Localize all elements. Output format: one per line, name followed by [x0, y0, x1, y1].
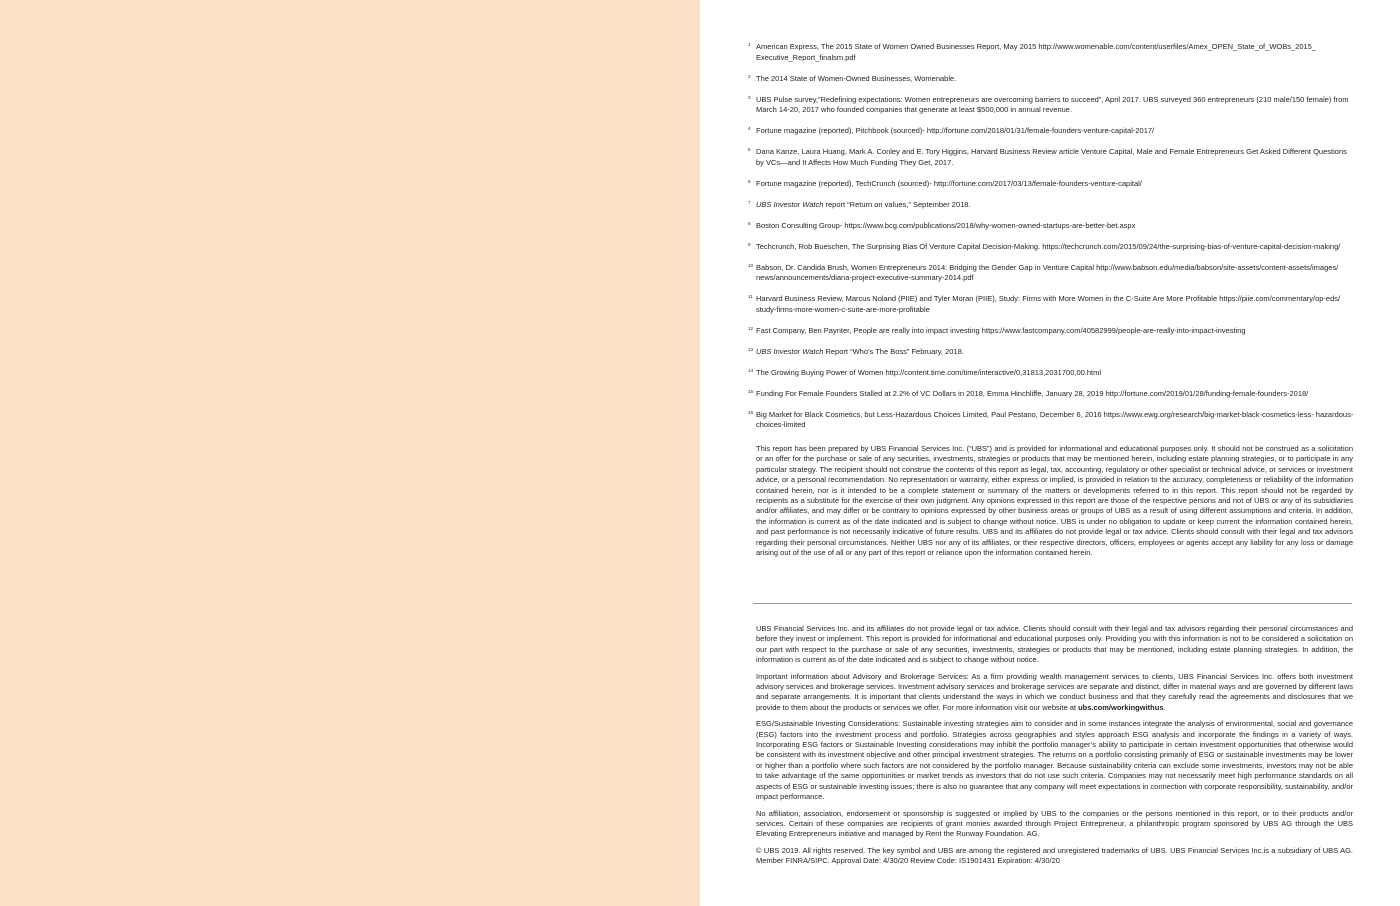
endnote-body: The Growing Buying Power of Women http://content.time.com/time/interactive/0,31813,2031700,00.html — [756, 367, 1102, 377]
endnote-number: 10 — [748, 262, 754, 268]
endnote-body: Dana Kanze, Laura Huang, Mark A. Conley and E. Tory Higgins, Harvard Business Review article Venture Capital, Male and Female Entrepreneurs Get Asked Different Questions by VCs—and It Affects How Much Funding They Get, 2017. — [756, 147, 1347, 167]
advisory-brokerage-paragraph — [756, 672, 1353, 714]
endnote-text — [756, 326, 1354, 337]
endnote-4 — [748, 126, 1354, 137]
endnote-body: Big Market for Black Cosmetics, but Less-Hazardous Choices Limited, Paul Pestano, December 6, 2016 https://www.ewg.org/research/big-market-black-cosmetics-less- hazardous-choices-limited — [756, 409, 1354, 429]
endnote-body: Funding For Female Founders Stalled at 2.2% of VC Dollars in 2018, Emma Hinchliffe, January 28, 2019 http://fortune.com/2019/01/28/funding-female-founders-2018/ — [756, 388, 1309, 398]
endnote-10 — [748, 263, 1354, 284]
esg-considerations-paragraph: ESG/Sustainable Investing Considerations: Sustainable investing strategies aim to consider and in some instances integrate the analysis of environmental, social and governance (ESG) factors into the investment process and portfolio. Strategies across geographies and styles approach ESG analysis and incorporate the findings in a variety of ways. Incorporating ESG factors or Sustainable Investing considerations may inhibit the portfolio manager’s ability to participate in certain investment opportunities that otherwise would be consistent with its investment objective and other principal investment strategies. The returns on a portfolio consisting primarily of ESG or sustainable investments may be lower or higher than a portfolio where such factors are not considered by the portfolio manager. Because sustainability criteria can exclude some investments, investors may not be able to take advantage of the same opportunities or market trends as investors that do not use such criteria. Companies may not necessarily meet high performance standards on all aspects of ESG or sustainable investing issues; there is also no guarantee that any company will meet expectations in connection with corporate responsibility, sustainability, and/or impact performance. — [756, 719, 1353, 802]
endnote-number: 13 — [748, 346, 754, 352]
endnote-number: 12 — [748, 325, 754, 331]
endnote-body: The 2014 State of Women-Owned Businesses, Womenable. — [756, 73, 957, 83]
endnote-number: 3 — [748, 94, 751, 100]
section-divider — [753, 603, 1352, 604]
legal-tax-advice-paragraph: UBS Financial Services Inc. and its affiliates do not provide legal or tax advice. Clients should consult with their legal and tax advisors regarding their personal circumstances and before they invest or implement. This report is provided for informational and educational purposes only. Providing you with this information is not to be considered a solicitation on our part with respect to the purchase or sale of any securities, investments, strategies or products that may be mentioned, including estate planning strategies. In addition, the information is current as of the date indicated and is subject to change without notice. — [756, 624, 1353, 665]
endnote-8 — [748, 221, 1354, 232]
endnote-text — [756, 95, 1354, 116]
endnote-13 — [748, 347, 1354, 358]
no-affiliation-paragraph: No affiliation, association, endorsement or sponsorship is suggested or implied by UBS to the companies or the persons mentioned in this report, or to their products and/or services. Certain of these companies are recipients of grant monies awarded through Project Entrepreneur, a philanthropic program sponsored by UBS AG through the UBS Elevating Entrepreneurs initiative and managed by Rent the Runway Foundation. AG. — [756, 808, 1353, 839]
endnote-body: Babson, Dr. Candida Brush, Women Entrepreneurs 2014: Bridging the Gender Gap in Venture Capital http://www.babson.edu/media/babson/site-assets/content-assets/images/ news/announcements/diana-project-executive-summary-2014.pdf — [756, 262, 1339, 282]
endnote-16 — [748, 410, 1354, 431]
endnote-number: 8 — [748, 220, 751, 226]
endnote-italic-title: UBS Investor Watch — [756, 199, 824, 209]
endnote-6 — [748, 179, 1354, 190]
endnote-1 — [748, 42, 1354, 63]
endnote-text — [756, 179, 1354, 190]
endnote-text — [756, 221, 1354, 232]
endnote-14 — [748, 368, 1354, 379]
endnote-number: 16 — [748, 409, 754, 415]
legal-disclosures — [756, 624, 1353, 873]
endnote-body: Boston Consulting Group- https://www.bcg.com/publications/2018/why-women-owned-startups-are-better-bet.aspx — [756, 220, 1136, 230]
endnote-number: 7 — [748, 199, 751, 205]
endnote-body: Fast Company, Ben Paynter, People are really into impact investing https://www.fastcompany.com/40582999/people-are-really-into-impact-investing — [756, 325, 1246, 335]
endnote-text — [756, 200, 1354, 211]
endnote-number: 11 — [748, 294, 753, 299]
endnote-15 — [748, 389, 1354, 400]
disclaimer-paragraph: This report has been prepared by UBS Financial Services Inc. (“UBS”) and is provided for informational and educational purposes only. It should not be construed as a solicitation or an offer for the purchase or sale of any securities, investments, strategies or products that may be mentioned herein, including estate planning strategies, or to participate in any particular strategy. The recipient should not construe the contents of this report as legal, tax, accounting, regulatory or other specialist or technical advice, or services or investment advice, or a personal recommendation. No representation or warranty, either express or implied, is provided in relation to the accuracy, completeness or reliability of the information contained herein, nor is it intended to be a complete statement or summary of the matters or developments referred to in this report. This report should not be regarded by recipients as a substitute for the exercise of their own judgment. Any opinions expressed in this report are those of the respective persons and not of UBS or any of its subsidiaries and/or affiliates, and may differ or be contrary to opinions expressed by other business areas or groups of UBS as a result of using different assumptions and criteria. In addition, the information is current as of the date indicated and is subject to change without notice. UBS is under no obligation to update or keep current the information contained herein, and past performance is not necessarily indicative of future results. UBS and its affiliates do not provide legal or tax advice. Clients should consult with their legal and tax advisors regarding their personal circumstances. Neither UBS nor any of its affiliates, or their respective directors, officers, employees or agents accept any liability for any loss or damage arising out of the use of all or any part of this report or reliance upon the information contained herein. — [756, 444, 1353, 558]
endnote-italic-title: UBS Investor Watch — [756, 346, 824, 356]
endnote-2 — [748, 74, 1354, 85]
endnote-text — [756, 410, 1354, 431]
endnote-11 — [748, 294, 1354, 315]
endnote-text — [756, 347, 1354, 358]
endnote-number: 2 — [748, 73, 751, 79]
endnote-text — [756, 42, 1354, 63]
endnote-text — [756, 368, 1354, 379]
advisory-brokerage-text: Important information about Advisory and Brokerage Services: As a firm providing wealth management services to clients, UBS Financial Services Inc. offers both investment advisory services and brokerage services. Investment advisory services and brokerage services are separate and distinct, differ in material ways and are governed by different laws and separate arrangements. It is important that clients understand the ways in which we conduct business and that they carefully read the agreements and disclosures that we provide to them about the products or services we offer. For more information visit our website at — [756, 671, 1353, 712]
working-with-us-link[interactable]: ubs.com/workingwithus — [1078, 702, 1164, 712]
endnote-body: Fortune magazine (reported), TechCrunch (sourced)- http://fortune.com/2017/03/13/female-founders-venture-capital/ — [756, 178, 1142, 188]
endnote-body: Fortune magazine (reported), Pitchbook (sourced)- http://fortune.com/2018/01/31/female-founders-venture-capital-2017/ — [756, 126, 1155, 135]
endnote-number: 9 — [748, 241, 751, 247]
endnote-text — [756, 147, 1354, 168]
advisory-brokerage-end: . — [1163, 702, 1166, 712]
endnote-number: 4 — [748, 126, 751, 131]
endnote-body: UBS Pulse survey,“Redefining expectations: Women entrepreneurs are overcoming barriers to succeed”, April 2017. UBS surveyed 360 entrepreneurs (210 male/150 female) from March 14-20, 2017 who founded companies that generate at least $500,000 in annual revenue. — [756, 94, 1349, 114]
endnote-number: 1 — [748, 42, 751, 47]
endnote-body: American Express, The 2015 State of Women Owned Businesses Report, May 2015 http://www.womenable.com/content/userfiles/Amex_OPEN_State_of_WOBs_2015_ Executive_Report_finalsm.pdf — [756, 42, 1317, 62]
endnote-text — [756, 126, 1354, 137]
endnote-9 — [748, 242, 1354, 253]
endnote-12 — [748, 326, 1354, 337]
endnote-number: 6 — [748, 178, 751, 184]
endnote-body: report “Return on values,” September 2018. — [823, 199, 971, 209]
endnote-number: 14 — [748, 367, 754, 373]
endnote-text — [756, 242, 1354, 253]
endnote-number: 15 — [748, 388, 754, 394]
endnote-text — [756, 263, 1354, 284]
endnote-body: Techcrunch, Rob Bueschen, The Surprising Bias Of Venture Capital Decision-Making. https://techcrunch.com/2015/09/24/the-surprising-bias-of-venture-capital-decision-making/ — [756, 241, 1341, 251]
endnote-text — [756, 74, 1354, 85]
endnotes-list — [748, 42, 1354, 441]
endnote-body: Report “Who’s The Boss” February, 2018. — [823, 346, 964, 356]
endnote-text — [756, 294, 1354, 315]
endnote-text — [756, 389, 1354, 400]
endnote-body: Harvard Business Review, Marcus Noland (PIIE) and Tyler Moran (PIIE), Study: Firms with More Women in the C-Suite Are More Profitable https://piie.com/commentary/op-eds/ study-firms-more-women-c-suite-are-more-profitable — [756, 294, 1341, 314]
endnote-3 — [748, 95, 1354, 116]
copyright-paragraph: © UBS 2019. All rights reserved. The key symbol and UBS are among the registered and unregistered trademarks of UBS. UBS Financial Services Inc.is a subsidiary of UBS AG. Member FINRA/SIPC. Approval Date: 4/30/20 Review Code: IS1901431 Expiration: 4/30/20 — [756, 845, 1353, 866]
endnote-5 — [748, 147, 1354, 168]
endnote-7 — [748, 200, 1354, 211]
endnote-number: 5 — [748, 147, 751, 152]
